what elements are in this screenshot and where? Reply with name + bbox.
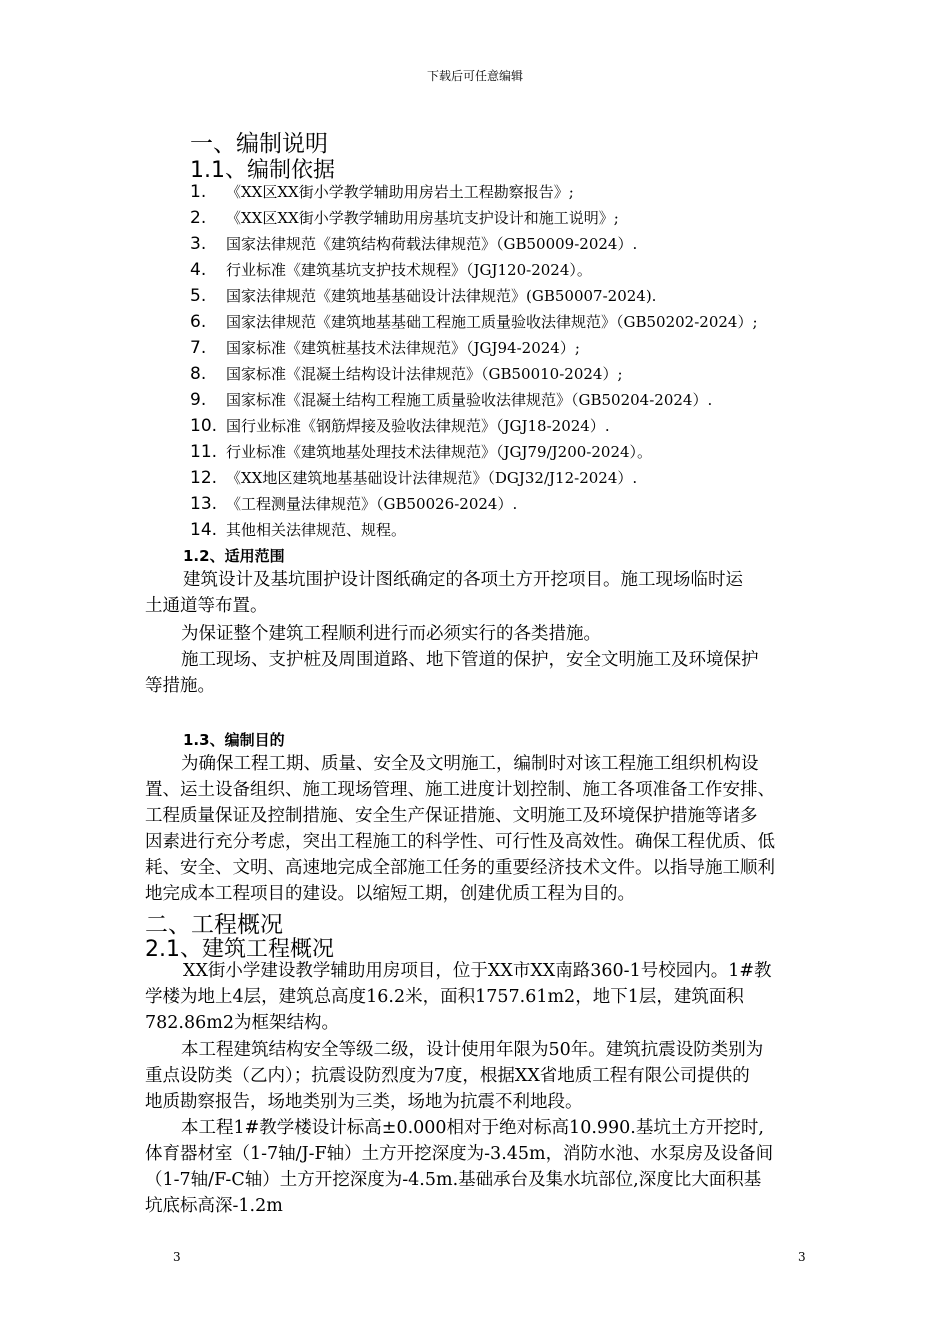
list-item: 13. 《工程测量法律规范》（GB50026-2024）. [190,494,518,514]
list-item: 14. 其他相关法律规范、规程。 [190,520,407,540]
scope-line: 土通道等布置。 [145,596,268,616]
list-item: 5. 国家法律规范《建筑地基基础设计法律规范》(GB50007-2024). [190,286,657,306]
overview-line: 坑底标高深-1.2m [145,1196,283,1216]
page-number-right: 3 [798,1250,806,1264]
overview-line: 体育器材室（1-7轴/J-F轴）土方开挖深度为-3.45m，消防水池、水泵房及设备间 [145,1144,774,1164]
list-item: 11. 行业标准《建筑地基处理技术法律规范》（JGJ79/J200-2024）。 [190,442,653,462]
purpose-line: 地完成本工程项目的建设。以缩短工期，创建优质工程为目的。 [145,884,635,904]
page-number-left: 3 [173,1250,181,1264]
section1-1-title: 1.1、编制依据 [190,158,335,183]
list-item: 10. 国行业标准《钢筋焊接及验收法律规范》（JGJ18-2024）. [190,416,610,436]
scope-line: 等措施。 [145,676,215,696]
list-item: 6. 国家法律规范《建筑地基基础工程施工质量验收法律规范》（GB50202-2024）; [190,312,758,332]
list-item: 7. 国家标准《建筑桩基技术法律规范》（JGJ94-2024）; [190,338,580,358]
purpose-line: 工程质量保证及控制措施、安全生产保证措施、文明施工及环境保护措施等诸多 [145,806,758,826]
purpose-line: 置、运土设备组织、施工现场管理、施工进度计划控制、施工各项准备工作安排、 [145,780,775,800]
scope-line: 建筑设计及基坑围护设计图纸确定的各项土方开挖项目。施工现场临时运 [183,570,743,590]
overview-line: 重点设防类（乙内）；抗震设防烈度为7度，根据XX省地质工程有限公司提供的 [145,1066,750,1086]
scope-line: 为保证整个建筑工程顺利进行而必须实行的各类措施。 [181,624,601,644]
overview-line: 782.86m2为框架结构。 [145,1013,339,1033]
list-item: 1. 《XX区XX街小学教学辅助用房岩土工程勘察报告》; [190,182,574,202]
overview-line: 地质勘察报告，场地类别为三类，场地为抗震不利地段。 [145,1092,583,1112]
section1-title: 一、编制说明 [190,131,328,157]
page-header: 下载后可任意编辑 [426,69,523,83]
overview-line: 本工程1#教学楼设计标高±0.000相对于绝对标高10.990.基坑土方开挖时, [181,1118,764,1138]
overview-line: 本工程建筑结构安全等级二级，设计使用年限为50年。建筑抗震设防类别为 [181,1040,764,1060]
section2-1-title: 2.1、建筑工程概况 [145,937,334,962]
purpose-line: 为确保工程工期、质量、安全及文明施工，编制时对该工程施工组织机构设 [181,754,759,774]
purpose-line: 耗、安全、文明、高速地完成全部施工任务的重要经济技术文件。以指导施工顺利 [145,858,775,878]
purpose-line: 因素进行充分考虑，突出工程施工的科学性、可行性及高效性。确保工程优质、低 [145,832,775,852]
list-item: 3. 国家法律规范《建筑结构荷载法律规范》（GB50009-2024）. [190,234,638,254]
list-item: 4. 行业标准《建筑基坑支护技术规程》（JGJ120-2024）。 [190,260,592,280]
scope-line: 施工现场、支护桩及周围道路、地下管道的保护，安全文明施工及环境保护 [181,650,759,670]
section1-3-title: 1.3、编制目的 [183,731,285,749]
overview-line: XX街小学建设教学辅助用房项目，位于XX市XX南路360-1号校园内。1#教 [183,961,772,981]
overview-line: （1-7轴/F-C轴）土方开挖深度为-4.5m.基础承台及集水坑部位,深度比大面积基 [145,1170,762,1190]
list-item: 12. 《XX地区建筑地基基础设计法律规范》（DGJ32/J12-2024）. [190,468,638,488]
overview-line: 学楼为地上4层，建筑总高度16.2米，面积1757.61m2，地下1层，建筑面积 [145,987,744,1007]
section2-title: 二、工程概况 [145,912,283,938]
list-item: 2. 《XX区XX街小学教学辅助用房基坑支护设计和施工说明》; [190,208,619,228]
list-item: 8. 国家标准《混凝土结构设计法律规范》（GB50010-2024）; [190,364,623,384]
list-item: 9. 国家标准《混凝土结构工程施工质量验收法律规范》（GB50204-2024）. [190,390,713,410]
section1-2-title: 1.2、适用范围 [183,547,285,565]
